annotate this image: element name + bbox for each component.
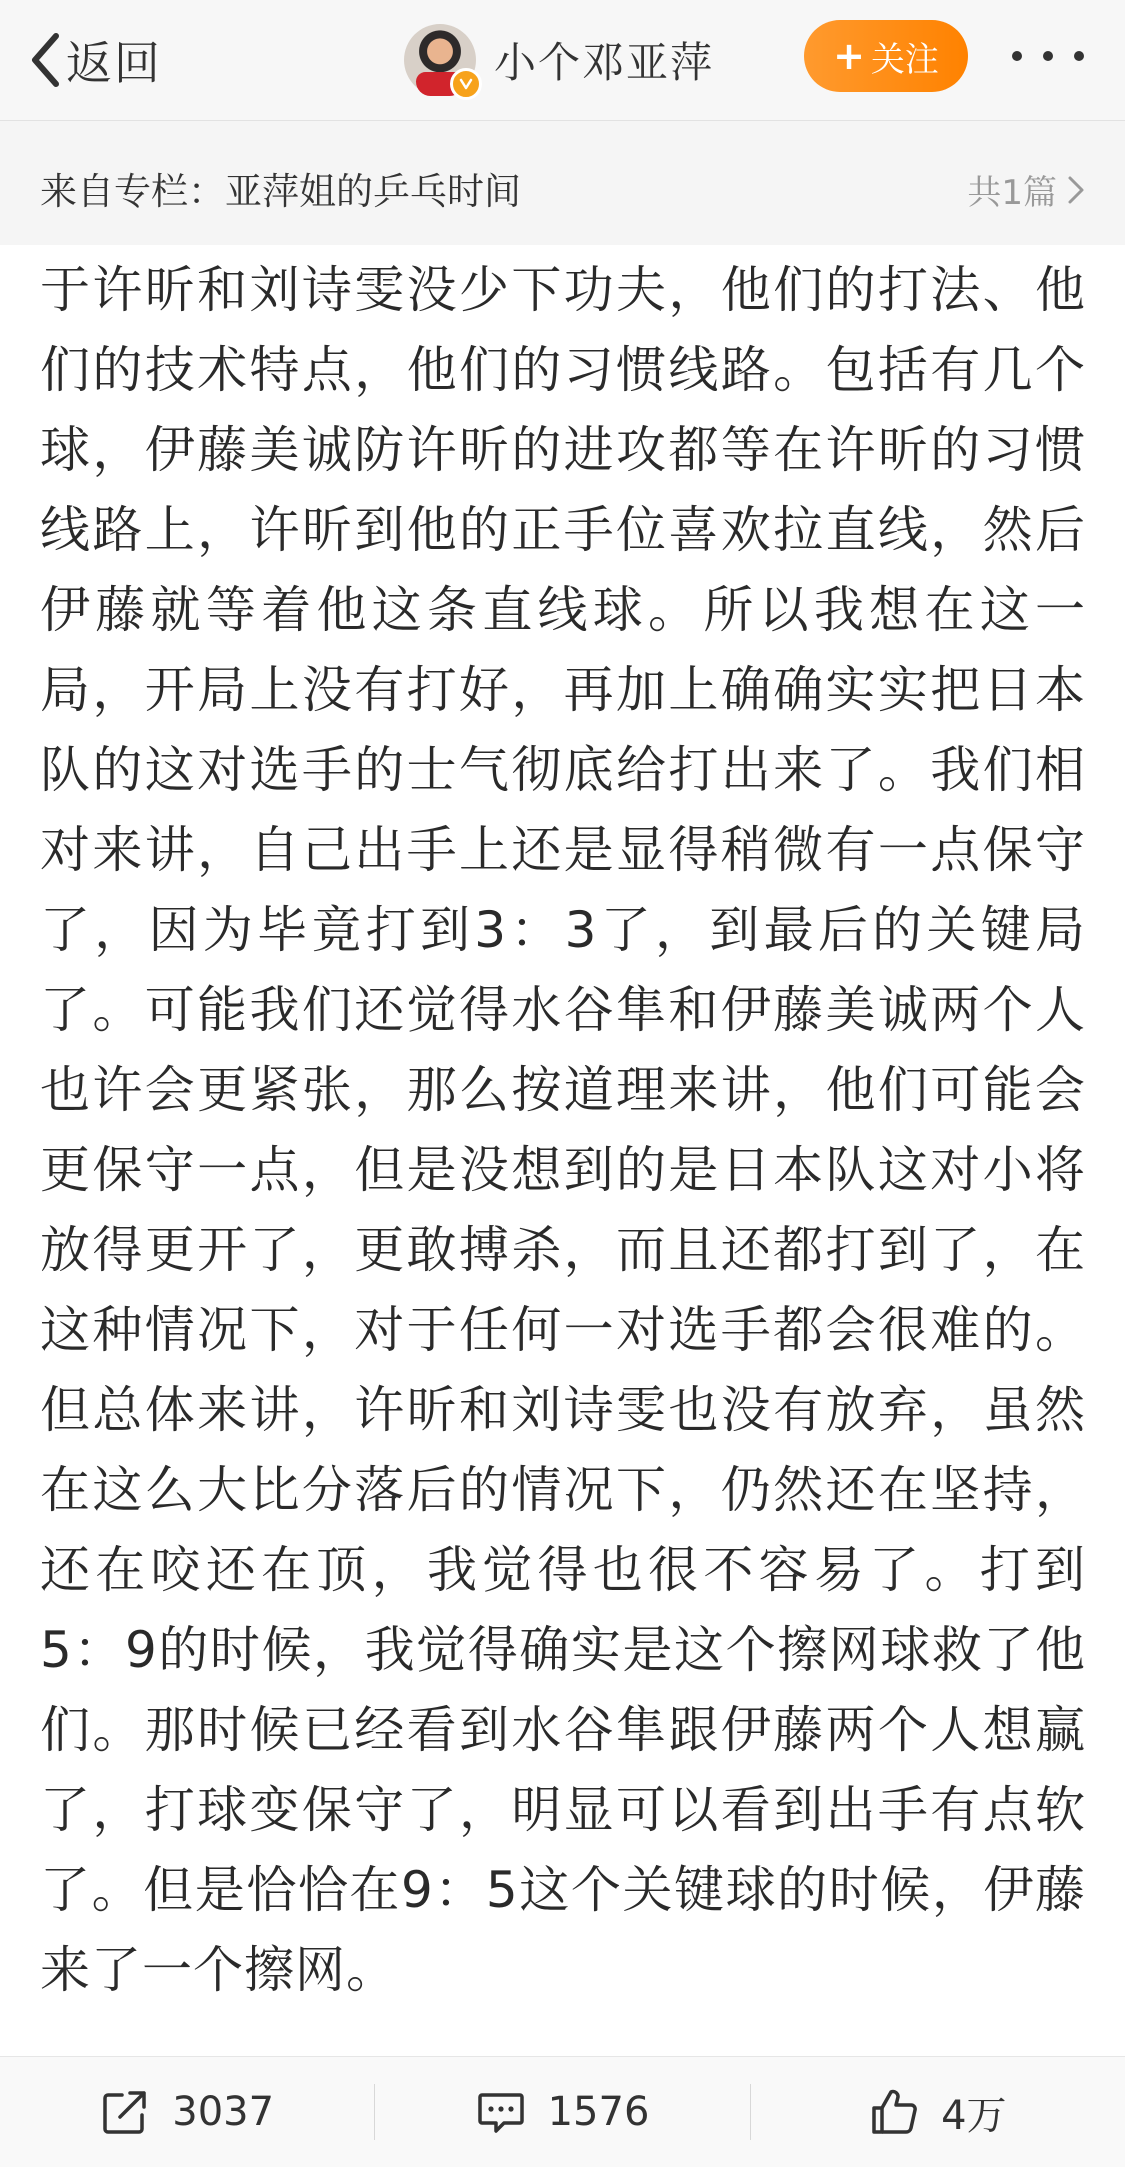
author-name[interactable]: 小个邓亚萍 (494, 38, 715, 87)
chevron-left-icon (30, 32, 60, 88)
more-dots-icon (1012, 51, 1022, 61)
column-article-count[interactable] (967, 165, 1085, 214)
repost-button[interactable] (0, 2057, 374, 2167)
more-dots-icon (1043, 51, 1053, 61)
comment-bubble-icon (476, 2087, 526, 2137)
thumbs-up-icon (869, 2087, 919, 2137)
like-count: 4万 (941, 2092, 1007, 2139)
top-navigation-bar (0, 0, 1125, 121)
more-options-button[interactable] (1012, 36, 1084, 76)
comment-button[interactable] (375, 2057, 749, 2167)
follow-button[interactable] (804, 20, 968, 92)
chevron-right-icon (1067, 175, 1085, 205)
plus-icon: + (833, 34, 865, 78)
follow-label: 关注 (870, 39, 939, 80)
column-count-label: 共1篇 (967, 173, 1057, 213)
more-dots-icon (1074, 51, 1084, 61)
verified-v-icon (450, 68, 482, 100)
back-label: 返回 (66, 36, 162, 90)
bottom-action-bar (0, 2056, 1125, 2167)
repost-count: 3037 (172, 2089, 275, 2135)
column-source-label: 来自专栏：亚萍姐的乒乓时间 (40, 170, 521, 213)
comment-count: 1576 (547, 2089, 650, 2135)
like-button[interactable] (751, 2057, 1125, 2167)
avatar[interactable] (404, 24, 476, 96)
article-body: 于许昕和刘诗雯没少下功夫，他们的打法、他们的技术特点，他们的习惯线路。包括有几个球，伊藤美诚防许昕的进攻都等在许昕的习惯线路上，许昕到他的正手位喜欢拉直线，然后伊藤就等着他这条直线球。所以我想在这一局，开局上没有打好，再加上确确实实把日本队的这对选手的士气彻底给打出来了。我们相对来讲，自己出手上还是显得稍微有一点保守了，因为毕竟打到3：3了，到最后的关键局了。可能我们还觉得水谷隼和伊藤美诚两个人也许会更紧张，那么按道理来讲，他们可能会更保守一点，但是没想到的是日本队这对小将放得更开了，更敢搏杀，而且还都打到了，在这种情况下，对于任何一对选手都会很难的。但总体来讲，许昕和刘诗雯也没有放弃，虽然在这么大比分落后的情况下，仍然还在坚持，还在咬还在顶，我觉得也很不容易了。打到5：9的时候，我觉得确实是这个擦网球救了他们。那时候已经看到水谷隼跟伊藤两个人想赢了，打球变保守了，明显可以看到出手有点软了。但是恰恰在9：5这个关键球的时候，伊藤来了一个擦网。 (40, 261, 1086, 1999)
share-arrow-icon (100, 2087, 150, 2137)
back-button[interactable] (30, 24, 162, 96)
column-source-row[interactable] (0, 121, 1125, 245)
author-info[interactable] (404, 20, 714, 100)
